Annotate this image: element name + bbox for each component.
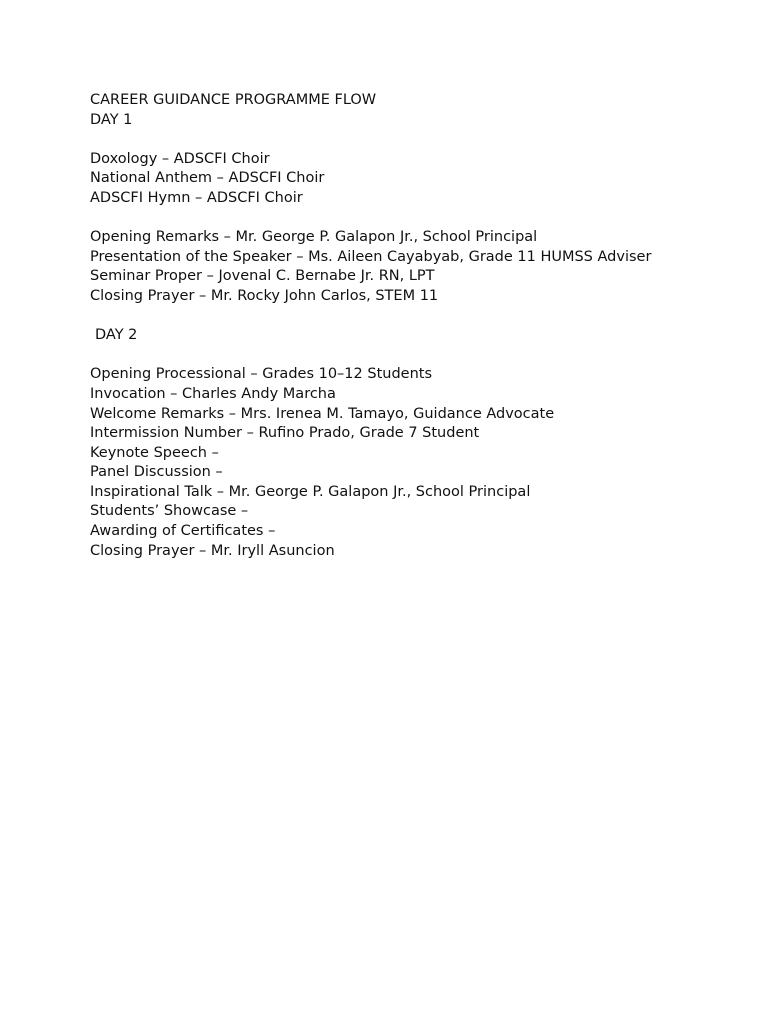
day1-opening-item: ADSCFI Hymn – ADSCFI Choir xyxy=(90,189,303,206)
spacer xyxy=(90,130,750,150)
day2-heading: DAY 2 xyxy=(95,327,138,344)
document-title: CAREER GUIDANCE PROGRAMME FLOW xyxy=(90,92,377,108)
day2-program-item: Students’ Showcase – xyxy=(90,503,249,520)
document-body xyxy=(90,91,750,561)
day2-program-item: Awarding of Certificates – xyxy=(90,523,276,540)
day1-program-item: Seminar Proper – Jovenal C. Bernabe Jr. RN, LPT xyxy=(90,268,435,285)
day1-opening-item: Doxology – ADSCFI Choir xyxy=(90,150,270,167)
day1-program-item: Closing Prayer – Mr. Rocky John Carlos, STEM 11 xyxy=(90,287,439,304)
day2-program-item: Opening Processional – Grades 10–12 Students xyxy=(90,366,433,383)
day2-program-item: Panel Discussion – xyxy=(90,464,223,481)
spacer xyxy=(90,209,750,229)
day2-program-item: Intermission Number – Rufino Prado, Grade 7 Student xyxy=(90,425,480,442)
spacer xyxy=(90,346,750,366)
day1-heading: DAY 1 xyxy=(90,111,133,128)
day1-opening-item: National Anthem – ADSCFI Choir xyxy=(90,170,325,187)
day2-program-item: Closing Prayer – Mr. Iryll Asuncion xyxy=(90,542,335,559)
day2-program-item: Inspirational Talk – Mr. George P. Galapon Jr., School Principal xyxy=(90,483,531,500)
spacer xyxy=(90,307,750,327)
day1-program-item: Presentation of the Speaker – Ms. Aileen Cayabyab, Grade 11 HUMSS Adviser xyxy=(90,248,652,265)
day2-program-item: Welcome Remarks – Mrs. Irenea M. Tamayo, Guidance Advocate xyxy=(90,405,555,422)
day2-program-item: Keynote Speech – xyxy=(90,444,219,461)
day2-program-item: Invocation – Charles Andy Marcha xyxy=(90,385,336,402)
day1-program-item: Opening Remarks – Mr. George P. Galapon Jr., School Principal xyxy=(90,229,538,246)
